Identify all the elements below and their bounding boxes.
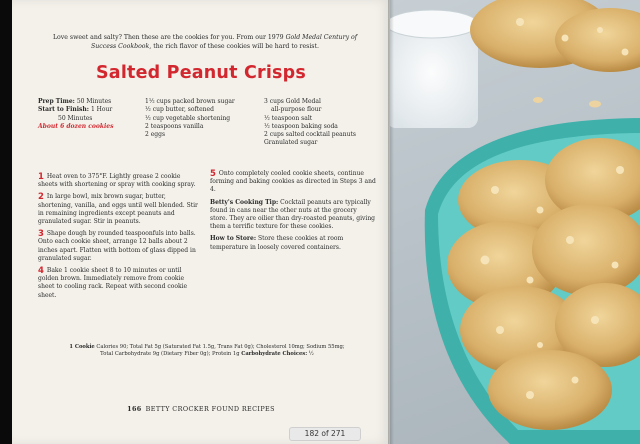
ingredient-item: 2 teaspoons vanilla	[145, 122, 204, 130]
ingredient-item: ½ teaspoon baking soda	[264, 122, 338, 130]
ingredient-item: ½ cup vegetable shortening	[145, 114, 231, 122]
step-text: Heat oven to 375°F. Lightly grease 2 cookie sheets with shortening or spray with cooking spray.	[38, 173, 196, 189]
finish-time-label: Start to Finish:	[38, 106, 90, 114]
step-text: Shape dough by rounded teaspoonfuls into balls. Onto each cookie sheet, arrange 12 balls about 2 inches apart. Flatten with bottom of glass dipped in granulated sugar.	[38, 230, 196, 262]
intro-book-title: Gold Medal Century of Success Cookbook	[91, 34, 358, 50]
step-text: In large bowl, mix brown sugar, butter, shortening, vanilla, and eggs until well blended. Stir in remaining ingredients except peanuts and granulated sugar. Stir in peanuts.	[38, 193, 198, 226]
intro-text: Love sweet and salty? Then these are the cookies for you. From our 1979	[52, 34, 286, 41]
recipe-intro	[46, 34, 364, 51]
cooking-tip-text: Cocktail peanuts are typically found in cans near the other nuts at the grocery store. They are oilier than dry-roasted peanuts, giving them a terrific texture for these cookies.	[210, 198, 376, 231]
prep-info	[38, 98, 130, 131]
steps-column-right	[210, 170, 376, 256]
step-number: 5	[210, 169, 216, 179]
recipe-step	[38, 267, 200, 300]
nutrition-line-2: Total Carbohydrate 9g (Dietary Fiber 0g); Protein 1g	[100, 351, 242, 358]
book-name: BETTY CROCKER FOUND RECIPES	[145, 405, 275, 413]
page-footer	[12, 405, 390, 413]
nutrition-line-1: Calories 90; Total Fat 5g (Saturated Fat 1.5g, Trans Fat 0g); Cholesterol 10mg; Sodium 55mg;	[94, 344, 345, 350]
recipe-step	[38, 230, 200, 263]
ingredient-item: 3 cups Gold Medal	[264, 98, 321, 105]
ingredient-item: 2 eggs	[145, 131, 166, 139]
step-number: 1	[38, 172, 44, 182]
cooking-tip	[210, 199, 376, 232]
ingredient-item: 2 cups salted cocktail peanuts	[264, 131, 356, 139]
cookie-bowl-image	[390, 0, 640, 444]
carb-choices-label: Carbohydrate Choices:	[241, 351, 308, 358]
intro-text-end: , the rich flavor of these cookies will be hard to resist.	[149, 42, 319, 50]
recipe-yield: About 6 dozen cookies	[38, 122, 114, 130]
step-number: 2	[38, 192, 44, 203]
step-text: Onto completely cooled cookie sheets, continue forming and baking cookies as directed in Steps 3 and 4.	[210, 170, 376, 194]
step-text: Bake 1 cookie sheet 8 to 10 minutes or until golden brown. Immediately remove from cookie sheet to cooling rack. Repeat with second cookie sheet.	[38, 267, 188, 299]
ingredients-list-1	[145, 98, 257, 139]
recipe-step	[210, 170, 376, 195]
steps-column-left	[38, 173, 200, 304]
recipe-page	[12, 0, 390, 444]
page-gutter	[388, 0, 394, 444]
storage-heading: How to Store:	[210, 235, 257, 243]
recipe-step	[38, 173, 200, 189]
milk-glass	[390, 10, 478, 128]
page-number: 166	[127, 405, 142, 413]
ingredient-item: all-purpose flour	[271, 106, 322, 114]
step-number: 3	[38, 229, 44, 240]
storage-note	[210, 235, 376, 251]
finish-time-value-2: 50 Minutes	[58, 114, 93, 122]
page-counter: 182 of 271	[289, 427, 361, 441]
ingredients-list-2	[264, 98, 374, 148]
storage-text: Store these cookies at room temperature in loosely covered containers.	[210, 235, 344, 251]
cookie-photo	[390, 0, 640, 444]
prep-time-label: Prep Time:	[38, 98, 75, 105]
nutrition-serving: 1 Cookie	[69, 344, 95, 350]
recipe-title: Salted Peanut Crisps	[96, 63, 306, 83]
finish-time-value: 1 Hour	[90, 106, 113, 114]
ingredient-item: 1½ cups packed brown sugar	[145, 98, 235, 105]
step-number: 4	[38, 266, 44, 277]
carb-choices-value: ½	[307, 351, 314, 358]
nutrition-info	[42, 344, 372, 358]
prep-time-value: 50 Minutes	[76, 98, 112, 105]
ingredient-item: Granulated sugar	[264, 139, 318, 147]
cooking-tip-heading: Betty's Cooking Tip:	[210, 198, 279, 206]
recipe-step	[38, 193, 200, 226]
ingredient-item: ½ cup butter, softened	[145, 106, 214, 114]
ingredient-item: ½ teaspoon salt	[264, 114, 313, 122]
